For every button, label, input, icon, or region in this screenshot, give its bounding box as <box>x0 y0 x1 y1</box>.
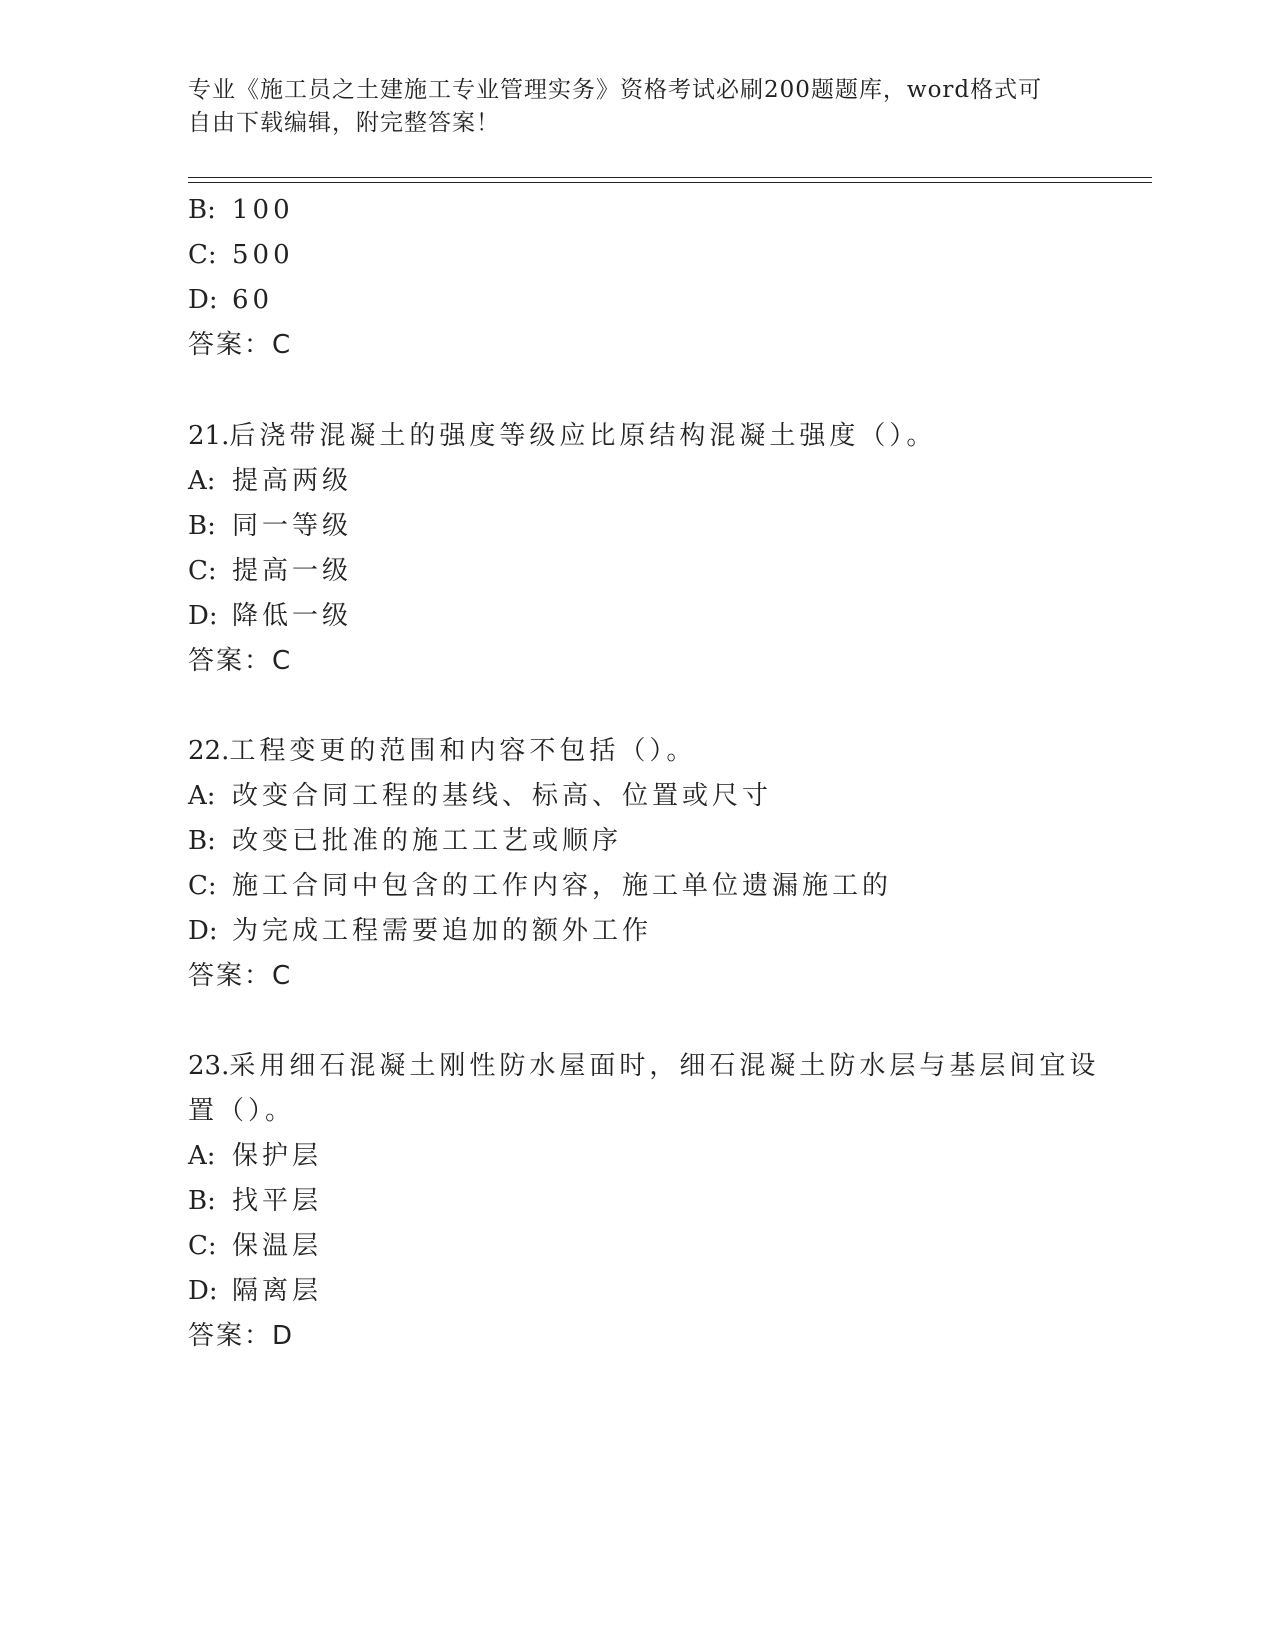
q23-option-c <box>188 1228 322 1264</box>
option-text: 提高两级 <box>232 466 353 496</box>
option-key: C: <box>188 556 217 586</box>
question-23 <box>188 1048 1099 1084</box>
option-text: 保温层 <box>232 1231 323 1261</box>
option-text: 改变合同工程的基线、标高、位置或尺寸 <box>232 781 773 811</box>
q22-option-a <box>188 778 772 814</box>
question-text: 后浇带混凝土的强度等级应比原结构混凝土强度（）。 <box>229 421 937 451</box>
q23-option-a <box>188 1138 322 1174</box>
option-text: 施工合同中包含的工作内容，施工单位遗漏施工的 <box>232 871 893 901</box>
question-number: 21. <box>188 421 230 451</box>
q22-option-d <box>188 913 652 949</box>
option-key: B: <box>188 195 216 225</box>
header-divider-bottom <box>188 182 1152 183</box>
header-divider-top <box>188 177 1152 178</box>
option-text: 60 <box>232 285 274 315</box>
q21-option-b <box>188 508 352 544</box>
option-key: B: <box>188 826 216 856</box>
q21-answer: 答案：C <box>188 646 293 676</box>
option-text: 隔离层 <box>232 1276 323 1306</box>
option-key: C: <box>188 1231 217 1261</box>
option-key: D: <box>188 1276 218 1306</box>
option-key: C: <box>188 871 217 901</box>
option-text: 降低一级 <box>232 601 353 631</box>
option-text: 500 <box>232 240 294 270</box>
question-21 <box>188 418 936 454</box>
q23-option-d <box>188 1273 322 1309</box>
prev-option-b <box>188 192 294 228</box>
q21-option-d <box>188 598 352 634</box>
q23-option-b <box>188 1183 322 1219</box>
question-text: 工程变更的范围和内容不包括（）。 <box>229 736 697 766</box>
option-key: A: <box>188 781 216 811</box>
question-22 <box>188 733 696 769</box>
question-number: 22. <box>188 736 230 766</box>
prev-option-c <box>188 237 294 273</box>
option-text: 保护层 <box>232 1141 323 1171</box>
option-key: D: <box>188 601 218 631</box>
option-text: 为完成工程需要追加的额外工作 <box>232 916 653 946</box>
option-text: 同一等级 <box>232 511 353 541</box>
q21-option-c <box>188 553 352 589</box>
option-text: 改变已批准的施工工艺或顺序 <box>232 826 623 856</box>
option-text: 找平层 <box>232 1186 323 1216</box>
option-key: D: <box>188 285 218 315</box>
header-line-1: 专业《施工员之土建施工专业管理实务》资格考试必刷200题题库，word格式可 <box>188 77 1043 103</box>
option-key: B: <box>188 511 216 541</box>
option-text: 100 <box>232 195 294 225</box>
q22-answer: 答案：C <box>188 961 293 991</box>
option-key: A: <box>188 1141 216 1171</box>
question-text-line-2: 置（）。 <box>188 1096 296 1126</box>
q23-answer: 答案：D <box>188 1321 295 1351</box>
q22-option-b <box>188 823 622 859</box>
header-line-2: 自由下载编辑，附完整答案！ <box>188 110 500 136</box>
option-key: D: <box>188 916 218 946</box>
prev-option-d <box>188 282 273 318</box>
q22-option-c <box>188 868 892 904</box>
option-text: 提高一级 <box>232 556 353 586</box>
prev-answer: 答案：C <box>188 330 293 360</box>
option-key: A: <box>188 466 216 496</box>
option-key: B: <box>188 1186 216 1216</box>
question-text-line-1: 采用细石混凝土刚性防水屋面时，细石混凝土防水层与基层间宜设 <box>229 1051 1100 1081</box>
question-23-continued <box>188 1093 295 1129</box>
option-key: C: <box>188 240 217 270</box>
document-header <box>188 74 1068 140</box>
q21-option-a <box>188 463 352 499</box>
question-number: 23. <box>188 1051 230 1081</box>
